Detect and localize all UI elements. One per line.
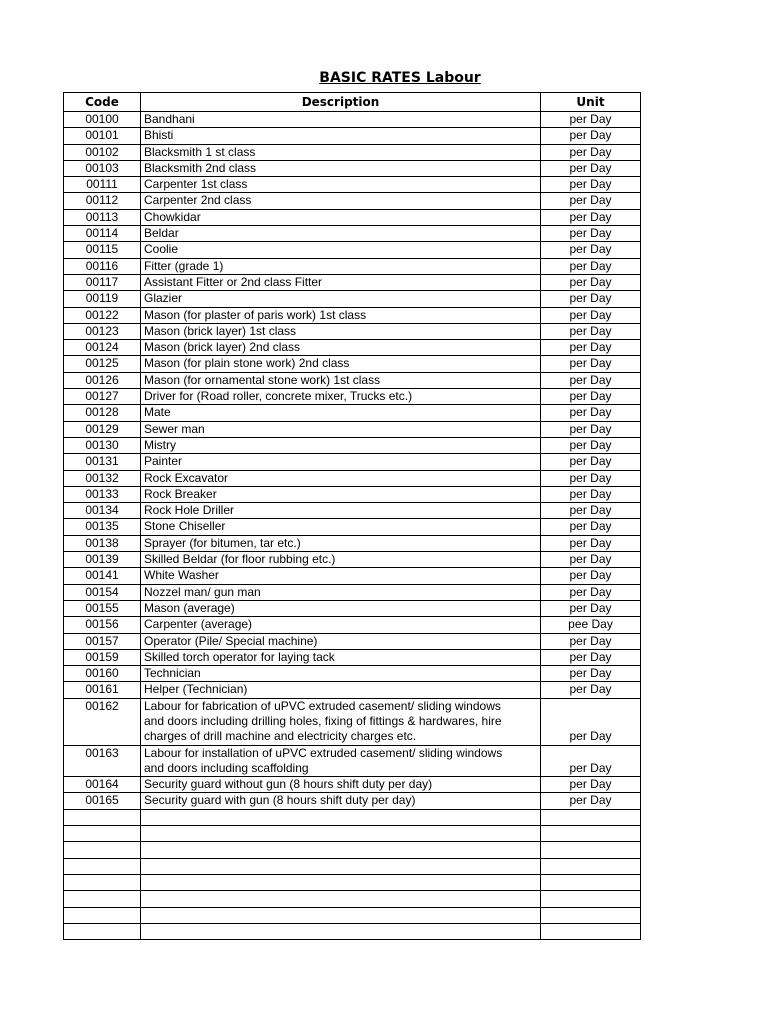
table-row	[64, 519, 641, 535]
row-description: Carpenter (average)	[141, 617, 541, 633]
row-description: Technician	[141, 666, 541, 682]
row-description: Mason (brick layer) 1st class	[141, 323, 541, 339]
table-row	[64, 356, 641, 372]
row-code	[64, 714, 141, 729]
row-description: Mason (for ornamental stone work) 1st class	[141, 372, 541, 388]
table-row	[64, 745, 641, 761]
table-row	[64, 617, 641, 633]
table-row	[64, 666, 641, 682]
empty-row	[64, 858, 641, 874]
row-code: 00139	[64, 552, 141, 568]
header-unit: Unit	[541, 93, 641, 112]
row-code: 00161	[64, 682, 141, 698]
table-row	[64, 437, 641, 453]
table-row	[64, 128, 641, 144]
row-code: 00112	[64, 193, 141, 209]
table-row	[64, 714, 641, 729]
empty-cell	[64, 842, 141, 858]
table-row	[64, 307, 641, 323]
row-code: 00156	[64, 617, 141, 633]
row-code: 00135	[64, 519, 141, 535]
row-description: Stone Chiseller	[141, 519, 541, 535]
empty-row	[64, 891, 641, 907]
row-code: 00128	[64, 405, 141, 421]
row-description: Sewer man	[141, 421, 541, 437]
empty-cell	[141, 907, 541, 923]
row-unit: pee Day	[541, 617, 641, 633]
empty-cell	[64, 907, 141, 923]
empty-cell	[141, 858, 541, 874]
empty-cell	[141, 874, 541, 890]
table-row	[64, 503, 641, 519]
empty-row	[64, 874, 641, 890]
row-code: 00165	[64, 793, 141, 809]
row-code: 00102	[64, 144, 141, 160]
empty-cell	[64, 891, 141, 907]
row-description: White Washer	[141, 568, 541, 584]
row-code: 00123	[64, 323, 141, 339]
empty-cell	[541, 826, 641, 842]
table-body	[64, 112, 641, 940]
empty-cell	[141, 826, 541, 842]
row-unit: per Day	[541, 274, 641, 290]
row-unit: per Day	[541, 486, 641, 502]
row-unit: per Day	[541, 405, 641, 421]
table-row	[64, 454, 641, 470]
empty-cell	[541, 891, 641, 907]
row-code: 00134	[64, 503, 141, 519]
row-description: Nozzel man/ gun man	[141, 584, 541, 600]
row-unit: per Day	[541, 372, 641, 388]
row-unit: per Day	[541, 793, 641, 809]
empty-cell	[541, 923, 641, 939]
empty-cell	[141, 809, 541, 825]
row-description: Rock Hole Driller	[141, 503, 541, 519]
row-description: Chowkidar	[141, 209, 541, 225]
row-description: Helper (Technician)	[141, 682, 541, 698]
empty-cell	[64, 858, 141, 874]
row-code: 00130	[64, 437, 141, 453]
row-description: Security guard with gun (8 hours shift duty per day)	[141, 793, 541, 809]
row-unit: per Day	[541, 340, 641, 356]
row-code: 00103	[64, 160, 141, 176]
empty-cell	[541, 858, 641, 874]
row-code: 00155	[64, 600, 141, 616]
row-unit: per Day	[541, 389, 641, 405]
empty-cell	[541, 874, 641, 890]
row-description: Mate	[141, 405, 541, 421]
row-code: 00133	[64, 486, 141, 502]
row-description: Driver for (Road roller, concrete mixer, Trucks etc.)	[141, 389, 541, 405]
row-code: 00117	[64, 274, 141, 290]
row-code	[64, 761, 141, 777]
row-unit: per Day	[541, 519, 641, 535]
header-code: Code	[64, 93, 141, 112]
empty-cell	[541, 907, 641, 923]
row-description: Bhisti	[141, 128, 541, 144]
row-description: Bandhani	[141, 112, 541, 128]
row-code: 00101	[64, 128, 141, 144]
row-description: Fitter (grade 1)	[141, 258, 541, 274]
table-row	[64, 209, 641, 225]
table-row	[64, 649, 641, 665]
row-description: Labour for installation of uPVC extruded casement/ sliding windows	[141, 745, 541, 761]
row-code: 00122	[64, 307, 141, 323]
row-unit: per Day	[541, 454, 641, 470]
empty-cell	[64, 874, 141, 890]
table-row	[64, 193, 641, 209]
row-description: Rock Excavator	[141, 470, 541, 486]
row-code: 00157	[64, 633, 141, 649]
row-code: 00141	[64, 568, 141, 584]
row-unit: per Day	[541, 177, 641, 193]
table-row	[64, 226, 641, 242]
row-code: 00132	[64, 470, 141, 486]
row-code: 00159	[64, 649, 141, 665]
row-code: 00100	[64, 112, 141, 128]
row-code: 00129	[64, 421, 141, 437]
table-row	[64, 584, 641, 600]
row-code: 00124	[64, 340, 141, 356]
row-unit: per Day	[541, 552, 641, 568]
empty-row	[64, 923, 641, 939]
empty-cell	[64, 923, 141, 939]
row-unit: per Day	[541, 291, 641, 307]
table-row	[64, 486, 641, 502]
row-unit: per Day	[541, 761, 641, 777]
row-code: 00113	[64, 209, 141, 225]
row-unit: per Day	[541, 193, 641, 209]
table-row	[64, 258, 641, 274]
row-unit: per Day	[541, 323, 641, 339]
table-row	[64, 470, 641, 486]
table-row	[64, 340, 641, 356]
empty-row	[64, 842, 641, 858]
row-code: 00111	[64, 177, 141, 193]
table-row	[64, 698, 641, 714]
row-unit: per Day	[541, 503, 641, 519]
row-code: 00127	[64, 389, 141, 405]
row-description: Operator (Pile/ Special machine)	[141, 633, 541, 649]
row-unit: per Day	[541, 421, 641, 437]
header-description: Description	[141, 93, 541, 112]
row-description: Rock Breaker	[141, 486, 541, 502]
row-unit: per Day	[541, 682, 641, 698]
row-code: 00138	[64, 535, 141, 551]
row-code	[64, 729, 141, 745]
table-row	[64, 568, 641, 584]
row-code: 00154	[64, 584, 141, 600]
header-row	[64, 93, 641, 112]
row-description: Mistry	[141, 437, 541, 453]
row-unit: per Day	[541, 258, 641, 274]
row-description: Skilled torch operator for laying tack	[141, 649, 541, 665]
table-row	[64, 600, 641, 616]
row-unit: per Day	[541, 160, 641, 176]
row-description: and doors including scaffolding	[141, 761, 541, 777]
table-row	[64, 682, 641, 698]
table-row	[64, 777, 641, 793]
empty-row	[64, 907, 641, 923]
row-unit: per Day	[541, 307, 641, 323]
row-unit: per Day	[541, 729, 641, 745]
row-description: Assistant Fitter or 2nd class Fitter	[141, 274, 541, 290]
row-description: Blacksmith 1 st class	[141, 144, 541, 160]
row-code: 00126	[64, 372, 141, 388]
table-row	[64, 633, 641, 649]
row-description: Mason (for plaster of paris work) 1st class	[141, 307, 541, 323]
row-unit: per Day	[541, 128, 641, 144]
table-row	[64, 421, 641, 437]
empty-row	[64, 809, 641, 825]
empty-cell	[541, 809, 641, 825]
document-title: BASIC RATES Labour	[319, 70, 481, 86]
row-unit: per Day	[541, 242, 641, 258]
empty-cell	[64, 826, 141, 842]
row-description: Glazier	[141, 291, 541, 307]
row-description: Mason (average)	[141, 600, 541, 616]
row-unit: per Day	[541, 568, 641, 584]
table-row	[64, 793, 641, 809]
table-row	[64, 274, 641, 290]
row-description: and doors including drilling holes, fixing of fittings & hardwares, hire	[141, 714, 541, 729]
table-row	[64, 323, 641, 339]
row-unit	[541, 745, 641, 761]
empty-cell	[64, 809, 141, 825]
row-unit: per Day	[541, 226, 641, 242]
row-unit: per Day	[541, 209, 641, 225]
table-row	[64, 405, 641, 421]
table-row	[64, 291, 641, 307]
row-description: Carpenter 1st class	[141, 177, 541, 193]
table-row	[64, 242, 641, 258]
row-description: Carpenter 2nd class	[141, 193, 541, 209]
row-unit: per Day	[541, 144, 641, 160]
empty-cell	[141, 923, 541, 939]
row-unit: per Day	[541, 584, 641, 600]
row-description: Labour for fabrication of uPVC extruded casement/ sliding windows	[141, 698, 541, 714]
table-row	[64, 535, 641, 551]
row-code: 00131	[64, 454, 141, 470]
labour-rates-table	[63, 92, 641, 940]
row-unit	[541, 698, 641, 714]
row-code: 00162	[64, 698, 141, 714]
row-description: Security guard without gun (8 hours shift duty per day)	[141, 777, 541, 793]
table-row	[64, 761, 641, 777]
row-unit: per Day	[541, 777, 641, 793]
row-unit: per Day	[541, 666, 641, 682]
row-unit: per Day	[541, 112, 641, 128]
empty-cell	[541, 842, 641, 858]
table-row	[64, 160, 641, 176]
row-unit: per Day	[541, 470, 641, 486]
table-row	[64, 144, 641, 160]
row-description: charges of drill machine and electricity charges etc.	[141, 729, 541, 745]
row-description: Painter	[141, 454, 541, 470]
table-row	[64, 112, 641, 128]
row-code: 00119	[64, 291, 141, 307]
table-row	[64, 729, 641, 745]
row-unit: per Day	[541, 633, 641, 649]
row-description: Mason (for plain stone work) 2nd class	[141, 356, 541, 372]
table-row	[64, 372, 641, 388]
empty-cell	[141, 891, 541, 907]
row-unit	[541, 714, 641, 729]
row-code: 00115	[64, 242, 141, 258]
row-code: 00164	[64, 777, 141, 793]
row-unit: per Day	[541, 649, 641, 665]
row-code: 00160	[64, 666, 141, 682]
row-unit: per Day	[541, 535, 641, 551]
row-description: Sprayer (for bitumen, tar etc.)	[141, 535, 541, 551]
empty-row	[64, 826, 641, 842]
row-unit: per Day	[541, 356, 641, 372]
table-row	[64, 177, 641, 193]
row-code: 00125	[64, 356, 141, 372]
row-description: Beldar	[141, 226, 541, 242]
row-description: Skilled Beldar (for floor rubbing etc.)	[141, 552, 541, 568]
empty-cell	[141, 842, 541, 858]
table-row	[64, 389, 641, 405]
table-row	[64, 552, 641, 568]
row-unit: per Day	[541, 437, 641, 453]
row-code: 00163	[64, 745, 141, 761]
row-unit: per Day	[541, 600, 641, 616]
row-description: Blacksmith 2nd class	[141, 160, 541, 176]
row-description: Coolie	[141, 242, 541, 258]
row-description: Mason (brick layer) 2nd class	[141, 340, 541, 356]
row-code: 00114	[64, 226, 141, 242]
row-code: 00116	[64, 258, 141, 274]
